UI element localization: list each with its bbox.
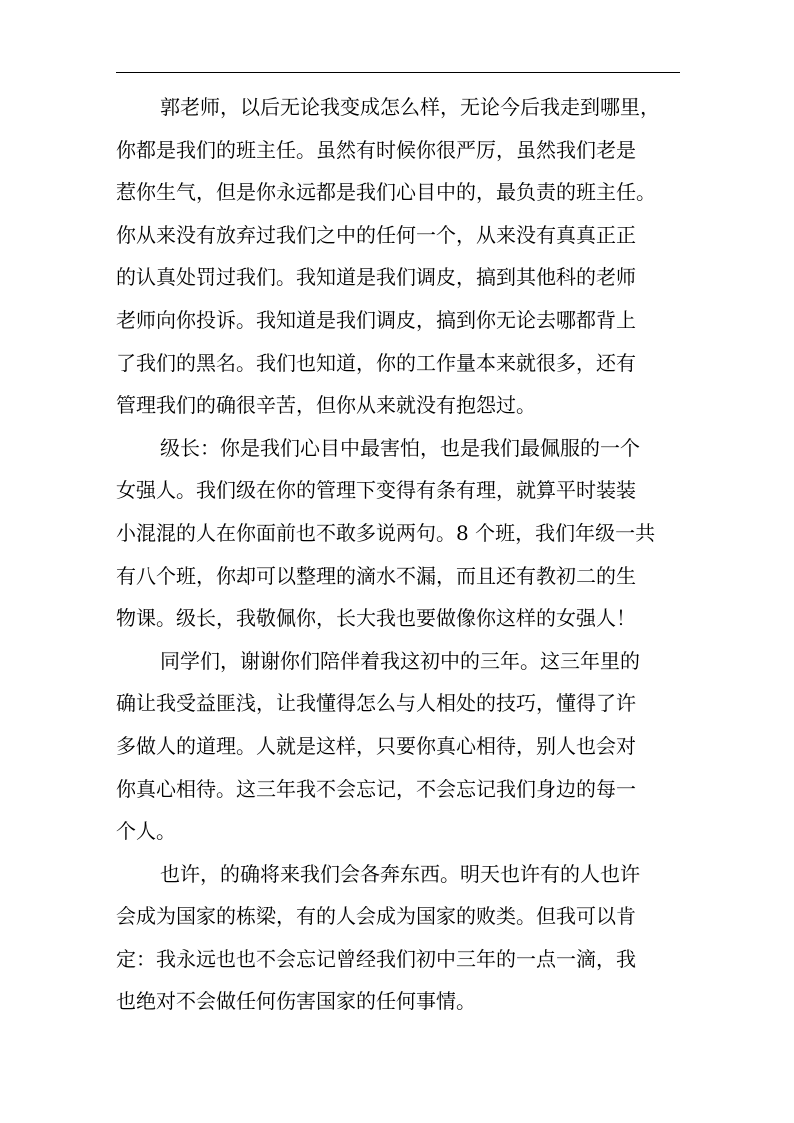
document-body: [116, 86, 684, 1023]
text-line: 小混混的人在你面前也不敢多说两句。8 个班，我们年级一共: [116, 520, 656, 545]
text-line: 你从来没有放弃过我们之中的任何一个，从来没有真真正正: [116, 222, 636, 247]
text-line: 惹你生气，但是你永远都是我们心目中的，最负责的班主任。: [116, 180, 656, 205]
text-line: 物课。级长，我敬佩你，长大我也要做像你这样的女强人！: [116, 606, 636, 631]
text-line: 多做人的道理。人就是这样，只要你真心相待，别人也会对: [116, 733, 636, 758]
paragraph-future: [116, 853, 684, 1023]
text-line: 郭老师，以后无论我变成怎么样，无论今后我走到哪里，: [160, 95, 660, 119]
paragraph-teacher: [116, 86, 684, 427]
header-rule: [116, 72, 680, 73]
text-line: 老师向你投诉。我知道是我们调皮，搞到你无论去哪都背上: [116, 307, 636, 332]
text-line: 确让我受益匪浅，让我懂得怎么与人相处的技巧，懂得了许: [116, 691, 636, 716]
text-line: 有八个班，你却可以整理的滴水不漏，而且还有教初二的生: [116, 563, 636, 588]
text-line: 同学们，谢谢你们陪伴着我这初中的三年。这三年里的: [160, 648, 640, 673]
paragraph-grade-head: [116, 427, 684, 640]
text-line: 你真心相待。这三年我不会忘记，不会忘记我们身边的每一: [116, 776, 636, 801]
text-line: 也绝对不会做任何伤害国家的任何事情。: [116, 989, 476, 1014]
text-line: 也许，的确将来我们会各奔东西。明天也许有的人也许: [160, 861, 640, 886]
text-line: 女强人。我们级在你的管理下变得有条有理，就算平时装装: [116, 478, 636, 503]
text-line: 定：我永远也也不会忘记曾经我们初中三年的一点一滴，我: [116, 946, 636, 971]
text-line: 的认真处罚过我们。我知道是我们调皮，搞到其他科的老师: [116, 265, 636, 290]
text-line: 个人。: [116, 819, 176, 844]
text-line: 管理我们的确很辛苦，但你从来就没有抱怨过。: [116, 393, 536, 418]
paragraph-classmates: [116, 640, 684, 853]
text-line: 级长：你是我们心目中最害怕，也是我们最佩服的一个: [160, 435, 640, 460]
text-line: 了我们的黑名。我们也知道，你的工作量本来就很多，还有: [116, 350, 636, 375]
text-line: 会成为国家的栋梁，有的人会成为国家的败类。但我可以肯: [116, 904, 636, 929]
text-line: 你都是我们的班主任。虽然有时候你很严厉，虽然我们老是: [116, 137, 636, 162]
